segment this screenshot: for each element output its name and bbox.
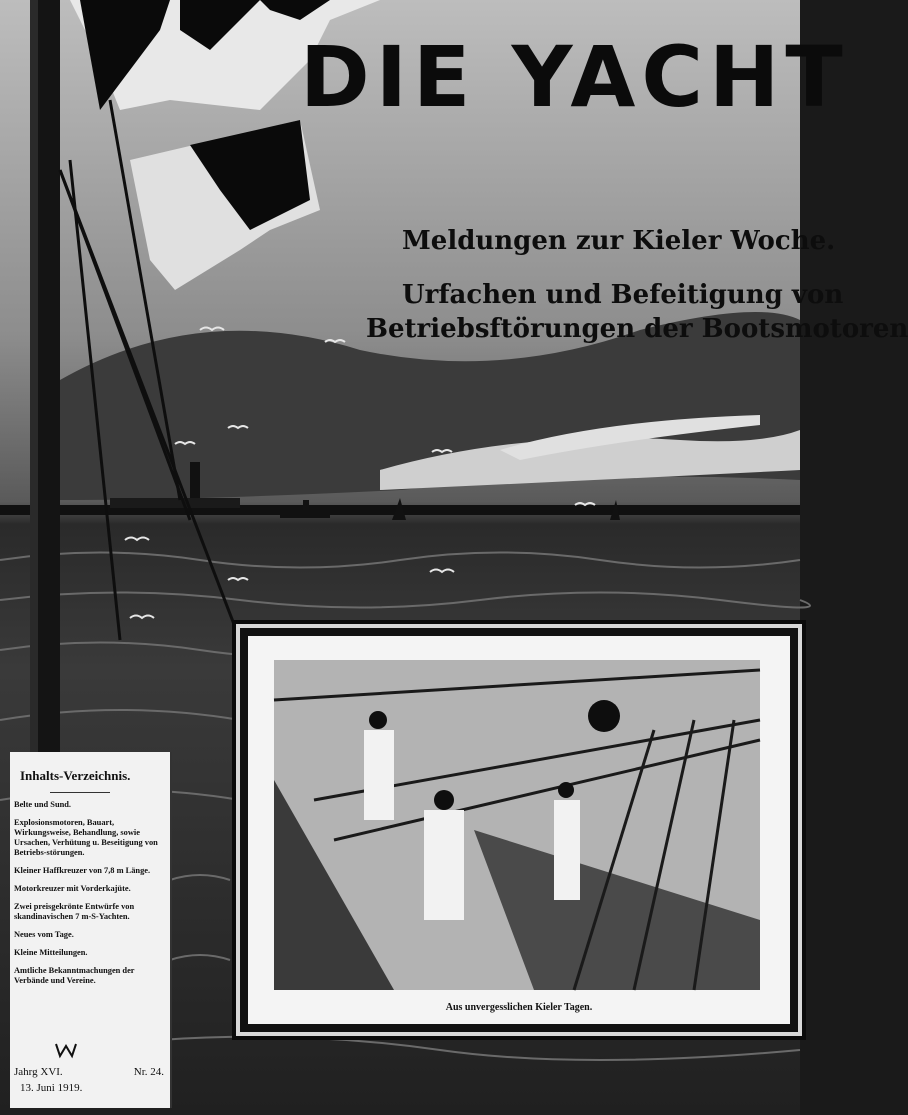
headline-motoren-line1: Urfachen und Befeitigung von <box>402 280 844 310</box>
steamer <box>280 510 330 518</box>
toc-item: Belte und Sund. <box>14 800 72 809</box>
photo-frame <box>232 620 806 1040</box>
publisher-logo-icon <box>54 1042 78 1063</box>
toc-item: Kleine Mitteilungen. <box>14 948 88 957</box>
mast <box>38 0 60 760</box>
headline-kieler-woche: Meldungen zur Kieler Woche. <box>402 226 836 256</box>
toc-item: Explosionsmotoren, Bauart, Wirkungsweise, Behandlung, sowie Ursachen, Verhütung u. Beseitigung von Betriebs-störungen. <box>14 818 158 857</box>
toc-item: Amtliche Bekanntmachungen der Verbände und Vereine. <box>14 966 135 985</box>
toc-title: Inhalts-Verzeichnis. <box>20 768 131 783</box>
toc-item: Motorkreuzer mit Vorderkajüte. <box>14 884 131 893</box>
distant-land <box>110 498 240 508</box>
table-of-contents <box>10 752 172 1108</box>
toc-item: Zwei preisgekrönte Entwürfe von skandinavischen 7 m-S-Yachten. <box>14 902 135 921</box>
issue-date: 13. Juni 1919. <box>20 1082 83 1094</box>
yacht-crew-photo <box>274 660 760 990</box>
toc-item: Neues vom Tage. <box>14 930 74 939</box>
headline-motoren-line2: Betriebsftörungen der Bootsmotoren <box>366 314 908 344</box>
volume-label: Jahrg XVI. <box>14 1066 63 1078</box>
toc-list <box>14 800 166 994</box>
photo-caption: Aus unvergesslichen Kieler Tagen. <box>445 1002 593 1013</box>
issue-number: Nr. 24. <box>133 1066 164 1078</box>
photo-mat <box>248 636 790 1024</box>
masthead-title: DIE YACHT <box>300 28 849 126</box>
toc-item: Kleiner Haffkreuzer von 7,8 m Länge. <box>14 866 151 875</box>
photo-illustration <box>274 660 760 990</box>
toc-divider <box>50 792 110 793</box>
issue-info <box>14 1066 164 1094</box>
